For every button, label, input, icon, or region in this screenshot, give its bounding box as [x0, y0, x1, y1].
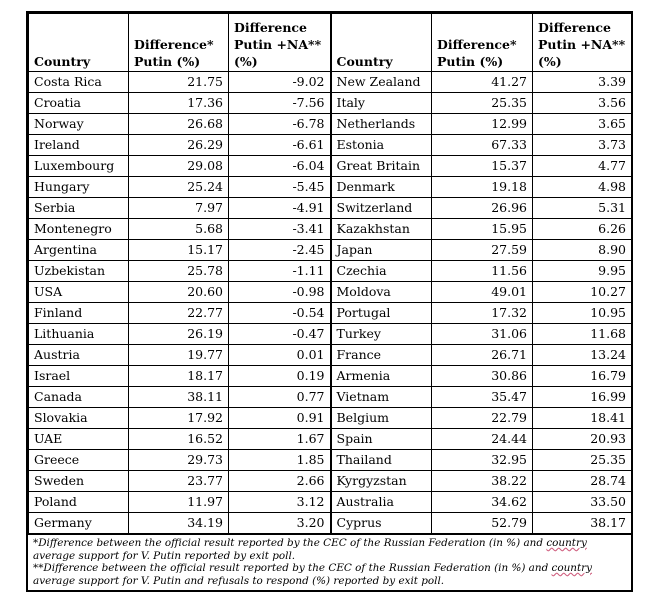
diff-putin-na-cell: 3.20: [229, 513, 331, 534]
country-cell: France: [331, 345, 432, 366]
diff-putin-cell: 26.71: [432, 345, 533, 366]
diff-putin-cell: 16.52: [129, 429, 229, 450]
country-cell: Uzbekistan: [29, 261, 129, 282]
country-cell: Hungary: [29, 177, 129, 198]
diff-putin-na-cell: -0.98: [229, 282, 331, 303]
country-cell: Kyrgyzstan: [331, 471, 432, 492]
diff-putin-cell: 67.33: [432, 135, 533, 156]
diff-putin-na-cell: 3.56: [533, 93, 632, 114]
diff-putin-na-cell: 2.66: [229, 471, 331, 492]
diff-putin-na-cell: 3.65: [533, 114, 632, 135]
diff-putin-na-cell: 28.74: [533, 471, 632, 492]
country-cell: Israel: [29, 366, 129, 387]
diff-putin-cell: 25.24: [129, 177, 229, 198]
diff-putin-na-cell: 0.19: [229, 366, 331, 387]
diff-putin-na-cell: 38.17: [533, 513, 632, 534]
table-row: [29, 366, 632, 387]
country-cell: Poland: [29, 492, 129, 513]
table-row: [29, 492, 632, 513]
country-cell: Thailand: [331, 450, 432, 471]
country-cell: Canada: [29, 387, 129, 408]
country-cell: Greece: [29, 450, 129, 471]
table-row: [29, 513, 632, 534]
diff-putin-na-cell: 0.01: [229, 345, 331, 366]
diff-putin-na-cell: -0.47: [229, 324, 331, 345]
country-cell: Serbia: [29, 198, 129, 219]
country-cell: Luxembourg: [29, 156, 129, 177]
diff-putin-na-cell: 3.12: [229, 492, 331, 513]
table-row: [29, 408, 632, 429]
diff-putin-na-cell: 33.50: [533, 492, 632, 513]
diff-putin-cell: 15.17: [129, 240, 229, 261]
diff-putin-na-cell: 1.85: [229, 450, 331, 471]
country-cell: Costa Rica: [29, 72, 129, 93]
footnote-1: [33, 537, 626, 562]
country-cell: Spain: [331, 429, 432, 450]
diff-putin-na-cell: 10.27: [533, 282, 632, 303]
country-cell: USA: [29, 282, 129, 303]
diff-putin-na-cell: 8.90: [533, 240, 632, 261]
diff-putin-na-cell: 1.67: [229, 429, 331, 450]
table-row: [29, 240, 632, 261]
country-cell: Turkey: [331, 324, 432, 345]
diff-putin-na-cell: 3.39: [533, 72, 632, 93]
diff-putin-cell: 7.97: [129, 198, 229, 219]
diff-putin-cell: 38.11: [129, 387, 229, 408]
diff-putin-na-cell: 3.73: [533, 135, 632, 156]
diff-putin-cell: 17.36: [129, 93, 229, 114]
table-row: [29, 219, 632, 240]
table-row: [29, 156, 632, 177]
diff-putin-cell: 31.06: [432, 324, 533, 345]
results-table-container: [26, 11, 633, 592]
diff-putin-cell: 26.68: [129, 114, 229, 135]
diff-putin-na-cell: -1.11: [229, 261, 331, 282]
footnote-2-text: **Difference between the official result reported by the CEC of the Russian Federation (in %) and: [33, 562, 552, 575]
diff-putin-cell: 26.29: [129, 135, 229, 156]
diff-putin-cell: 34.62: [432, 492, 533, 513]
country-cell: Great Britain: [331, 156, 432, 177]
diff-putin-na-cell: -7.56: [229, 93, 331, 114]
header-row: [29, 14, 632, 72]
country-cell: Netherlands: [331, 114, 432, 135]
header-diff-putin-na-left: Difference Putin +NA** (%): [229, 14, 331, 72]
diff-putin-cell: 26.96: [432, 198, 533, 219]
country-cell: Austria: [29, 345, 129, 366]
diff-putin-na-cell: 4.98: [533, 177, 632, 198]
table-row: [29, 93, 632, 114]
diff-putin-na-cell: 9.95: [533, 261, 632, 282]
footnote-2: [33, 562, 626, 587]
footnotes: [28, 534, 631, 590]
country-cell: Switzerland: [331, 198, 432, 219]
country-cell: Vietnam: [331, 387, 432, 408]
table-row: [29, 387, 632, 408]
table-row: [29, 72, 632, 93]
table-row: [29, 114, 632, 135]
diff-putin-cell: 32.95: [432, 450, 533, 471]
diff-putin-cell: 26.19: [129, 324, 229, 345]
country-cell: Slovakia: [29, 408, 129, 429]
country-cell: Australia: [331, 492, 432, 513]
header-country-right: Country: [331, 14, 432, 72]
country-cell: Moldova: [331, 282, 432, 303]
diff-putin-cell: 19.77: [129, 345, 229, 366]
country-cell: New Zealand: [331, 72, 432, 93]
country-cell: Denmark: [331, 177, 432, 198]
diff-putin-na-cell: -5.45: [229, 177, 331, 198]
table-row: [29, 135, 632, 156]
country-cell: Portugal: [331, 303, 432, 324]
diff-putin-cell: 24.44: [432, 429, 533, 450]
country-cell: Ireland: [29, 135, 129, 156]
diff-putin-cell: 38.22: [432, 471, 533, 492]
country-cell: Belgium: [331, 408, 432, 429]
footnote-2-underlined-word: country: [551, 562, 593, 575]
diff-putin-na-cell: 25.35: [533, 450, 632, 471]
country-cell: Czechia: [331, 261, 432, 282]
diff-putin-na-cell: 6.26: [533, 219, 632, 240]
diff-putin-cell: 21.75: [129, 72, 229, 93]
table-row: [29, 303, 632, 324]
diff-putin-na-cell: 4.77: [533, 156, 632, 177]
footnote-1-text: *Difference between the official result reported by the CEC of the Russian Federation (in %) and: [33, 537, 547, 549]
diff-putin-cell: 29.73: [129, 450, 229, 471]
diff-putin-cell: 15.95: [432, 219, 533, 240]
diff-putin-cell: 34.19: [129, 513, 229, 534]
diff-putin-cell: 49.01: [432, 282, 533, 303]
country-cell: Germany: [29, 513, 129, 534]
diff-putin-cell: 30.86: [432, 366, 533, 387]
diff-putin-na-cell: 20.93: [533, 429, 632, 450]
diff-putin-na-cell: -4.91: [229, 198, 331, 219]
header-diff-putin-na-right: Difference Putin +NA** (%): [533, 14, 632, 72]
diff-putin-na-cell: -6.78: [229, 114, 331, 135]
diff-putin-na-cell: -3.41: [229, 219, 331, 240]
diff-putin-cell: 23.77: [129, 471, 229, 492]
diff-putin-cell: 52.79: [432, 513, 533, 534]
table-row: [29, 471, 632, 492]
diff-putin-na-cell: -9.02: [229, 72, 331, 93]
table-row: [29, 345, 632, 366]
diff-putin-cell: 12.99: [432, 114, 533, 135]
results-table: [28, 13, 632, 534]
table-row: [29, 198, 632, 219]
country-cell: Italy: [331, 93, 432, 114]
footnote-2-text-end: average support for V. Putin and refusals to respond (%) reported by exit poll.: [33, 574, 445, 587]
diff-putin-cell: 15.37: [432, 156, 533, 177]
country-cell: Lithuania: [29, 324, 129, 345]
diff-putin-cell: 41.27: [432, 72, 533, 93]
diff-putin-cell: 27.59: [432, 240, 533, 261]
country-cell: Kazakhstan: [331, 219, 432, 240]
header-country-left: Country: [29, 14, 129, 72]
diff-putin-na-cell: -2.45: [229, 240, 331, 261]
diff-putin-cell: 22.79: [432, 408, 533, 429]
header-diff-putin-right: Difference* Putin (%): [432, 14, 533, 72]
country-cell: Finland: [29, 303, 129, 324]
diff-putin-cell: 25.35: [432, 93, 533, 114]
diff-putin-na-cell: 0.91: [229, 408, 331, 429]
diff-putin-cell: 11.56: [432, 261, 533, 282]
diff-putin-cell: 22.77: [129, 303, 229, 324]
table-body: [29, 72, 632, 534]
diff-putin-cell: 18.17: [129, 366, 229, 387]
diff-putin-cell: 35.47: [432, 387, 533, 408]
table-row: [29, 450, 632, 471]
table-row: [29, 282, 632, 303]
diff-putin-cell: 20.60: [129, 282, 229, 303]
country-cell: Argentina: [29, 240, 129, 261]
diff-putin-na-cell: 5.31: [533, 198, 632, 219]
diff-putin-na-cell: 16.99: [533, 387, 632, 408]
diff-putin-cell: 19.18: [432, 177, 533, 198]
table-row: [29, 324, 632, 345]
country-cell: Sweden: [29, 471, 129, 492]
country-cell: Cyprus: [331, 513, 432, 534]
diff-putin-cell: 11.97: [129, 492, 229, 513]
table-row: [29, 429, 632, 450]
country-cell: Norway: [29, 114, 129, 135]
diff-putin-na-cell: 11.68: [533, 324, 632, 345]
footnote-1-text-end: average support for V. Putin reported by exit poll.: [33, 549, 296, 562]
diff-putin-na-cell: 13.24: [533, 345, 632, 366]
diff-putin-cell: 17.32: [432, 303, 533, 324]
country-cell: Croatia: [29, 93, 129, 114]
diff-putin-cell: 29.08: [129, 156, 229, 177]
country-cell: Japan: [331, 240, 432, 261]
diff-putin-na-cell: -6.61: [229, 135, 331, 156]
country-cell: Montenegro: [29, 219, 129, 240]
diff-putin-cell: 5.68: [129, 219, 229, 240]
footnote-1-underlined-word: country: [546, 537, 587, 549]
diff-putin-cell: 25.78: [129, 261, 229, 282]
diff-putin-na-cell: -0.54: [229, 303, 331, 324]
diff-putin-na-cell: 10.95: [533, 303, 632, 324]
country-cell: UAE: [29, 429, 129, 450]
diff-putin-na-cell: -6.04: [229, 156, 331, 177]
diff-putin-na-cell: 0.77: [229, 387, 331, 408]
country-cell: Estonia: [331, 135, 432, 156]
diff-putin-na-cell: 16.79: [533, 366, 632, 387]
table-row: [29, 177, 632, 198]
table-row: [29, 261, 632, 282]
header-diff-putin-left: Difference* Putin (%): [129, 14, 229, 72]
diff-putin-cell: 17.92: [129, 408, 229, 429]
country-cell: Armenia: [331, 366, 432, 387]
diff-putin-na-cell: 18.41: [533, 408, 632, 429]
